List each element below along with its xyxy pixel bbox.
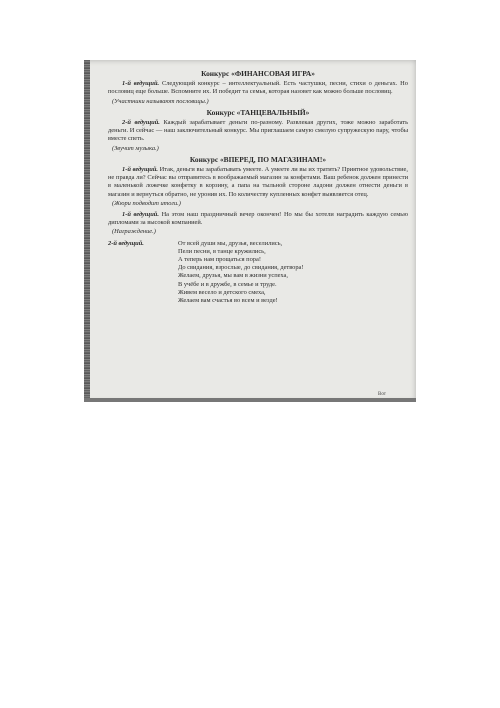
poem-line: До свидания, взрослые, до свидания, детвора! bbox=[178, 264, 304, 272]
section-paragraph bbox=[108, 166, 408, 199]
poem-line: Желаем, друзья, мы вам в жизни успеха, bbox=[178, 272, 288, 280]
poem-line: Живем весело и детского смеха, bbox=[178, 288, 266, 296]
speaker-label: 1-й ведущий. bbox=[122, 80, 160, 88]
poem-line: А теперь нам прощаться пора! bbox=[178, 256, 261, 264]
stage-direction: (Жюри подводит итоги.) bbox=[112, 199, 181, 207]
closing-paragraph bbox=[108, 211, 408, 227]
stage-direction: (Участники называют пословицы.) bbox=[112, 97, 209, 105]
section-heading: Конкурс «ТАНЦЕВАЛЬНЫЙ» bbox=[206, 107, 310, 117]
speaker-label: 2-й ведущий. bbox=[108, 239, 144, 247]
speaker-label: 1-й ведущий. bbox=[122, 211, 159, 219]
poem-line: Желаем вам счастья во всем и везде! bbox=[178, 297, 278, 305]
section-paragraph bbox=[108, 80, 408, 96]
paragraph-text: На этом наш праздничный вечер окончен! Но мы бы хотели наградить каждую семью дипломами за высокой компанией. bbox=[108, 211, 408, 227]
stage-direction: (Звучит музыка.) bbox=[112, 144, 159, 152]
poem-line: Пели песни, в танце кружились, bbox=[178, 247, 266, 255]
section-heading: Конкурс «ФИНАНСОВАЯ ИГРА» bbox=[201, 69, 315, 78]
stage-direction: (Награждение.) bbox=[112, 228, 156, 236]
speaker-label: 1-й ведущий. bbox=[122, 166, 158, 174]
farewell-poem bbox=[108, 240, 408, 306]
paragraph-text: Каждый зарабатывает деньги по-разному. Развлекая других, тоже можно заработать деньги. И сейчас — наш заключительный конкурс. Мы приглашаем самую смелую супружескую пару, чтобы вместе спеть. bbox=[108, 119, 408, 143]
scan-bottom-edge bbox=[84, 398, 416, 402]
poem-first-line bbox=[108, 240, 408, 248]
document-text bbox=[108, 68, 408, 305]
section-paragraph bbox=[108, 119, 408, 144]
page-footer-mark: Вот bbox=[378, 392, 386, 397]
poem-line: В учёбе и в дружбе, в семье и труде. bbox=[178, 280, 277, 288]
paragraph-text: Следующий конкурс – интеллектуальный. Есть частушки, песни, стихи о деньгах. Но пословиц еще больше. Вспомните их. И победит та семья, которая назовет как можно больше пословиц. bbox=[108, 80, 408, 96]
speaker-label: 2-й ведущий. bbox=[122, 119, 160, 127]
section-dance bbox=[108, 109, 408, 153]
closing-block bbox=[108, 211, 408, 237]
section-shopping bbox=[108, 156, 408, 208]
poem-line: От всей души мы, друзья, веселились, bbox=[178, 239, 283, 247]
binding-edge bbox=[84, 60, 90, 402]
paragraph-text: Итак, деньги вы зарабатывать умеете. А умеете ли вы их тратить? Приятное удовольствие, не правда ли? Сейчас вы отправитесь в воображаемый магазин за конфетами. Ваш ребенок должен принести в маленькой ложечке конфетку в корзину, а папа на тыльной стороне ладони должен отнести деньги в магазин и вернуться обратно, не уронив их. По количеству купленных конфет выявляется отец. bbox=[108, 166, 408, 198]
section-financial-game bbox=[108, 70, 408, 106]
section-heading: Конкурс «ВПЕРЕД, ПО МАГАЗИНАМ!» bbox=[189, 154, 327, 164]
